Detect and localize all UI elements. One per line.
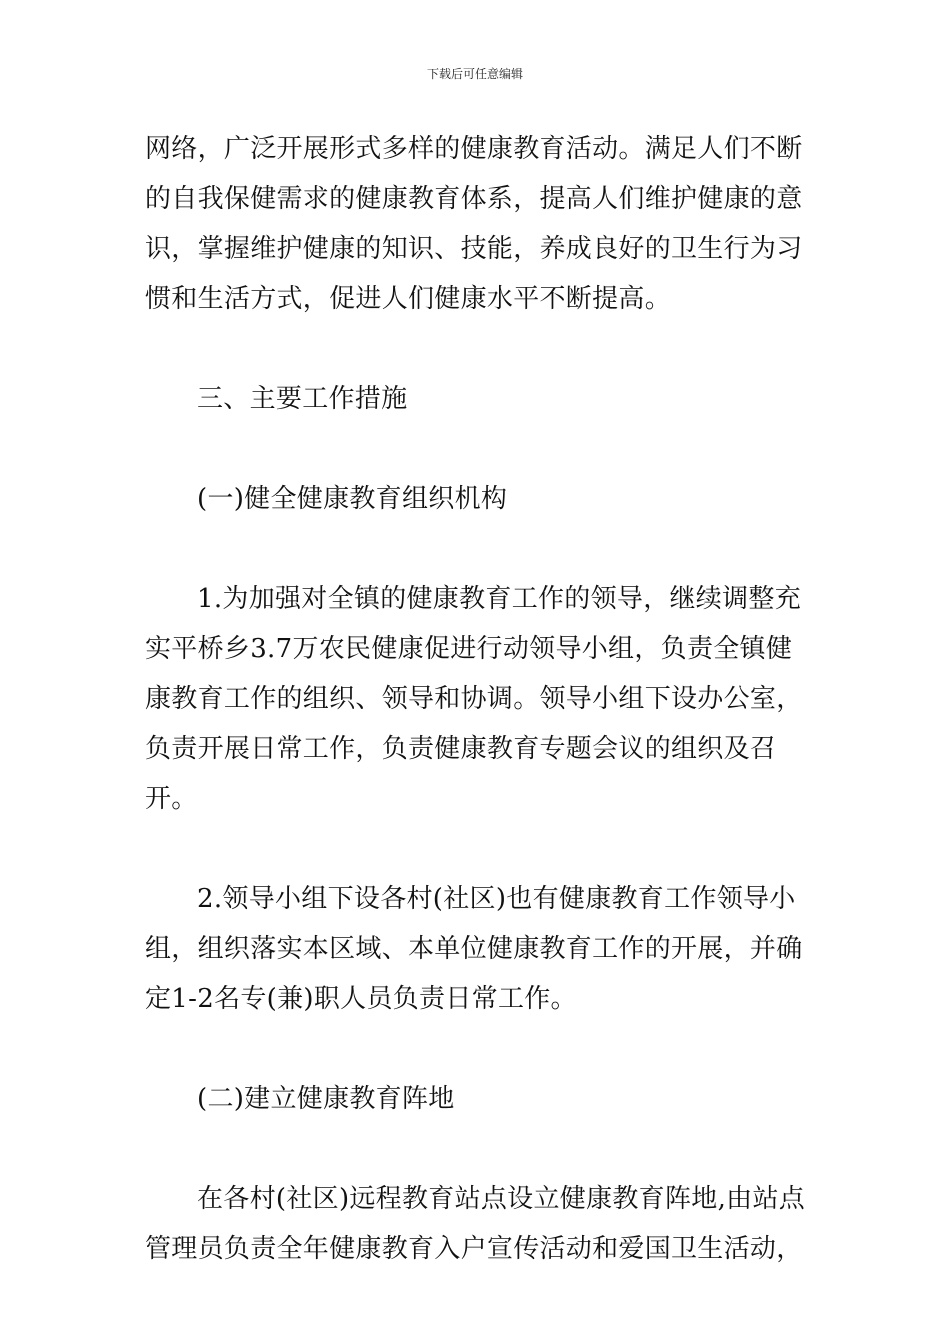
page-header: 下载后可任意编辑 — [426, 67, 523, 81]
subsection-heading-position: (二)建立健康教育阵地 — [197, 1084, 455, 1114]
paragraph-remote-education-stations: 在各村(社区)远程教育站点设立健康教育阵地,由站点管理员负责全年健康教育入户宣传活动和爱国卫生活动， — [145, 1184, 806, 1264]
paragraph-health-education-network: 网络，广泛开展形式多样的健康教育活动。满足人们不断的自我保健需求的健康教育体系，提高人们维护健康的意识，掌握维护健康的知识、技能，养成良好的卫生行为习惯和生活方式，促进人们健康水平不断提高。 — [145, 134, 803, 314]
paragraph-item-2: 2.领导小组下设各村(社区)也有健康教育工作领导小组，组织落实本区域、本单位健康教育工作的开展，并确定1-2名专(兼)职人员负责日常工作。 — [145, 884, 803, 1014]
section-heading-main-measures: 三、主要工作措施 — [197, 384, 408, 414]
paragraph-gap — [145, 424, 815, 474]
paragraph-gap — [145, 524, 815, 574]
paragraph-item-1: 1.为加强对全镇的健康教育工作的领导，继续调整充实平桥乡3.7万农民健康促进行动领导小组，负责全镇健康教育工作的组织、领导和协调。领导小组下设办公室，负责开展日常工作，负责健康教育专题会议的组织及召开。 — [145, 584, 803, 814]
paragraph-gap — [145, 324, 815, 374]
document-body — [145, 124, 815, 1274]
paragraph-gap — [145, 1024, 815, 1074]
paragraph-gap — [145, 824, 815, 874]
paragraph-gap — [145, 1124, 815, 1174]
subsection-heading-organization: (一)健全健康教育组织机构 — [197, 484, 508, 514]
